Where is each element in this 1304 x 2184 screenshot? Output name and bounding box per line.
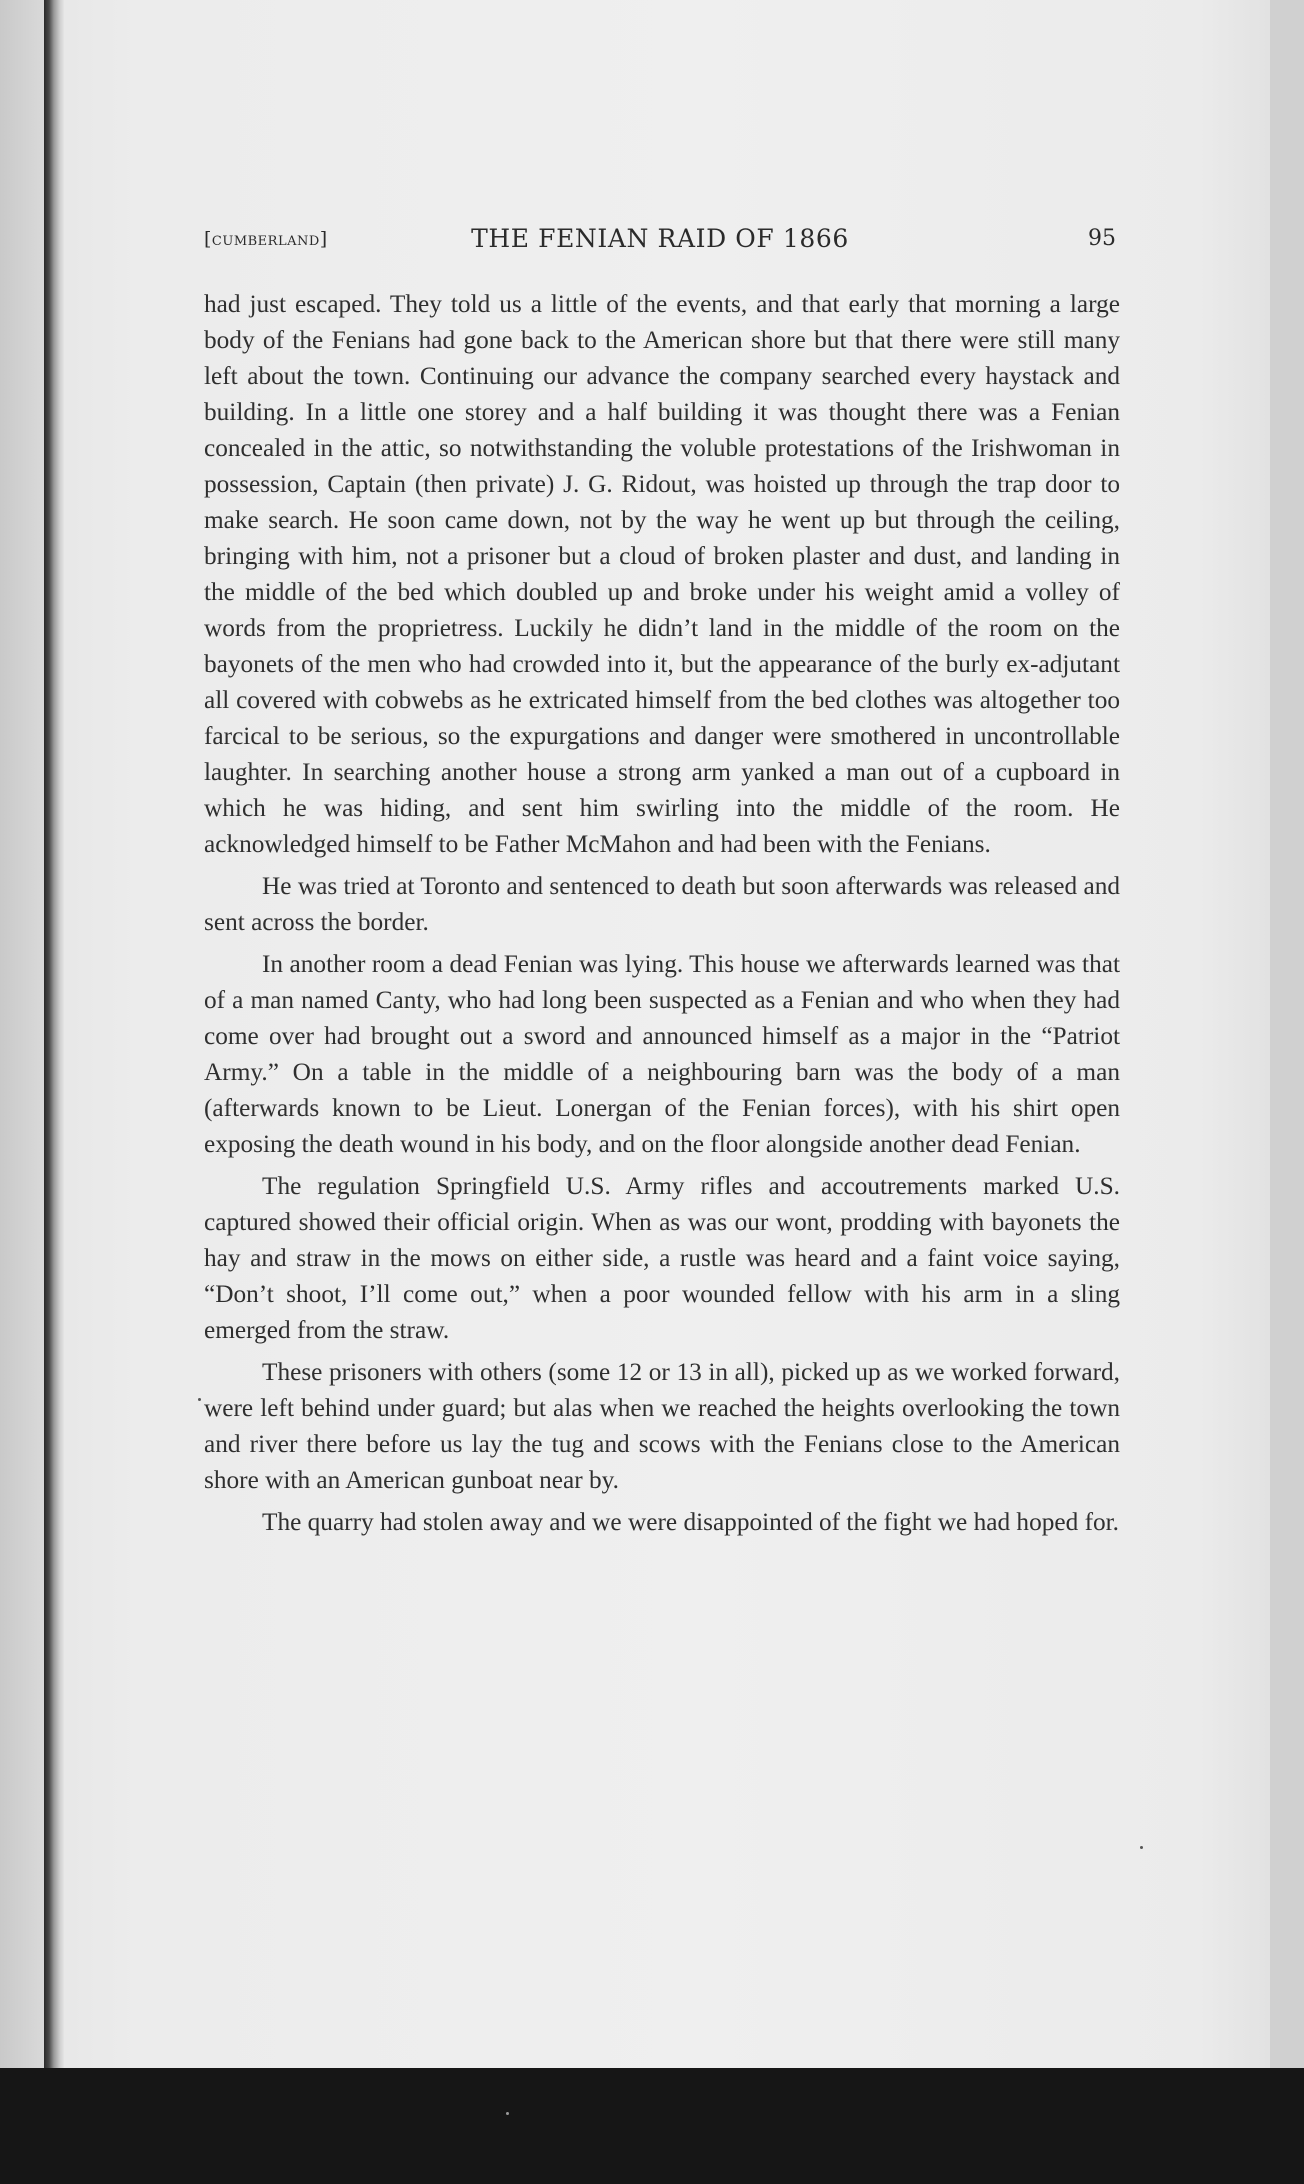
running-head	[204, 224, 1116, 260]
paragraph-3: In another room a dead Fenian was lying. This house we afterwards learned was that of a man named Canty, who had long been suspected as a Fenian and who when they had come over had brought out a sword and announced himself as a major in the “Patriot Army.” On a table in the middle of a neighbouring barn was the body of a man (afterwards known to be Lieut. Lonergan of the Fenian forces), with his shirt open exposing the death wound in his body, and on the floor alongside another dead Fenian.	[204, 950, 1120, 1158]
page-margin-left	[0, 0, 44, 2068]
paragraph-4: The regulation Springfield U.S. Army rifles and accoutrements marked U.S. captured showed their official origin. When as was our wont, prodding with bayonets the hay and straw in the mows on either side, a rustle was heard and a faint voice saying, “Don’t shoot, I’ll come out,” when a poor wounded fellow with his arm in a sling emerged from the straw.	[204, 1172, 1120, 1344]
scan-speck	[198, 1398, 201, 1401]
scan-speck	[506, 2112, 509, 2115]
scan-speck	[1140, 1846, 1143, 1849]
paragraph-1: had just escaped. They told us a little of the events, and that early that morning a large body of the Fenians had gone back to the American shore but that there were still many left about the town. Continuing our advance the company searched every haystack and building. In a little one storey and a half building it was thought there was a Fenian concealed in the attic, so notwithstanding the voluble protestations of the Irishwoman in possession, Captain (then private) J. G. Ridout, was hoisted up through the trap door to make search. He soon came down, not by the way he went up but through the ceiling, bringing with him, not a prisoner but a cloud of broken plaster and dust, and landing in the middle of the bed which doubled up and broke under his weight amid a volley of words from the proprietress. Luckily he didn’t land in the middle of the room on the bayonets of the men who had crowded into it, but the appearance of the burly ex-adjutant all covered with cobwebs as he extricated himself from the bed clothes was altogether too farcical to be serious, so the expurgations and danger were smothered in uncontrollable laughter. In searching another house a strong arm yanked a man out of a cupboard in which he was hiding, and sent him swirling into the middle of the room. He acknowledged himself to be Father McMahon and had been with the Fenians.	[204, 290, 1120, 858]
running-head-title: THE FENIAN RAID OF 1866	[471, 224, 849, 253]
page-number: 95	[1088, 226, 1116, 251]
page-margin-right	[1270, 0, 1304, 2068]
scan-background	[0, 2068, 1304, 2184]
paragraph-2: He was tried at Toronto and sentenced to death but soon afterwards was released and sent across the border.	[204, 872, 1120, 936]
body-text	[204, 286, 1120, 1546]
running-head-section: [cumberland]	[204, 228, 328, 250]
paragraph-6: The quarry had stolen away and we were disappointed of the fight we had hoped for.	[262, 1508, 1120, 1536]
paragraph-5: These prisoners with others (some 12 or 13 in all), picked up as we worked forward, were left behind under guard; but alas when we reached the heights overlooking the town and river there before us lay the tug and scows with the Fenians close to the American shore with an American gunboat near by.	[204, 1358, 1120, 1494]
binding-edge	[44, 0, 64, 2068]
